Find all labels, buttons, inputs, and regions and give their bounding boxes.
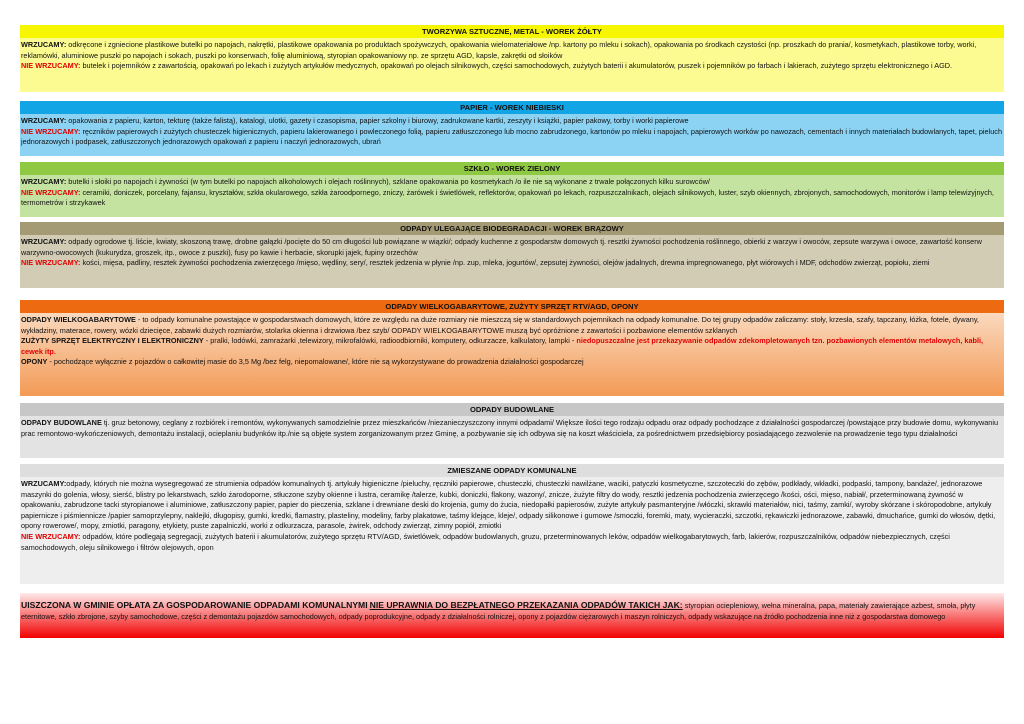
section-construction: [20, 403, 1004, 458]
tyres-label: OPONY: [21, 357, 48, 367]
tyres-text: - pochodzące wyłącznie z pojazdów o całkowitej masie do 3,5 Mg /bez felg, niepomalowane/, które nie są wykorzystywane do prowadzenia działalności gospodarczej: [47, 357, 584, 367]
section-title: SZKŁO - WOREK ZIELONY: [20, 162, 1004, 175]
wrzucamy-label: WRZUCAMY:: [21, 116, 67, 125]
section-title: ODPADY ULEGAJĄCE BIODEGRADACJI - WOREK BRĄZOWY: [20, 222, 1004, 235]
nie-wrzucamy-text: ręczników papierowych i zużytych chusteczek higienicznych, papieru lakierowanego i powleczonego folią, papieru zatłuszczonego lub mocno zabrudzonego, kartonów po mleku i napojach, papierowych worków po nawozach, cementach i innych materiałach budowlanych, tapet, pieluch jednorazowych i podpasek, zatłuszczonych jednorazowych opakowań z papieru i naczyń jednorazowych, ubrań: [21, 126, 1003, 147]
nie-wrzucamy-text: odpadów, które podlegają segregacji, zużytych baterii i akumulatorów, zużytego sprzętu RTV/AGD, świetlówek, odpadów budowlanych, gruzu, przeterminowanych leków, odpadów wielkogabarytowych, farb, lakierów, rozpuszczalników, odpadów niebezpiecznych, części samochodowych, oleju silnikowego i filtrów olejowych, opon: [21, 531, 950, 552]
wrzucamy-text: odpady, których nie można wysegregować ze strumienia odpadów komunalnych tj. artykuły higieniczne /pieluchy, ręczniki papierowe, chusteczki, chusteczki nawilżane, waciki, patyczki kosmetyczne, szczoteczki do zębów, podkłady, wkładki, podpaski, tampony, bandaże/, jednorazowe maszynki do golenia, włosy, sierść, blistry po lekarstwach, szkło żarodoporne, stłuczone szyby okienne i lustra, ceramikę /talerze, kubki, doniczki, flakony, wazony/, znicze, żużyte filtry do wody, resztki jedzenia pochodzenia zwierzęcego /kości, ości, mięso, nabiał/, przeterminowaną żywność w opakowaniu, zabrudzone tacki styropianowe i aluminiowe, zatłuszczony papier, papier do pieczenia, szklane i drewniane deski do krojenia, gumy do żucia, niedopałki papierosów, zużyte artykuły pasmanteryjne /włóczki, skrawki materiałów, nici, taśmy, zamki/, wyroby skórzane i skóropodobne, artykuły papiernicze i piśmiennicze /papier samoprzylepny, naklejki, długopisy, gumki, kredki, flamastry, plasteliny, modeliny, farby plakatowe, taśmy klejące, kleje/, odpady silikonowe i gumowe /smoczki, foremki, maty, wycieraczki, szczotki, rękawiczki jednorazowe, zabawki, dmuchańce, gumki do włosów, dętki, opony rowerowe/, mopy, zmiotki, paragony, etykiety, puste zapalniczki, worki z odkurzacza, parasole, żwirek, odchody zwierząt, zimny popiół, zmiotki: [21, 479, 996, 531]
bulky-label: ODPADY WIELKOGABARYTOWE: [21, 315, 136, 324]
construction-label: ODPADY BUDOWLANE: [21, 418, 102, 427]
section-mixed: [20, 464, 1004, 584]
electronics-warning: niedopuszczalne jest przekazywanie odpadów zdekompletowanych tzn. pozbawionych elementów metalowych, kabli, cewek itp.: [21, 336, 984, 356]
section-title: TWORZYWA SZTUCZNE, METAL - WOREK ŻÓŁTY: [20, 25, 1004, 38]
section-body: [20, 235, 1004, 271]
nie-wrzucamy-label: NIE WRZUCAMY:: [21, 187, 81, 197]
section-glass: [20, 162, 1004, 217]
wrzucamy-label: WRZUCAMY:: [21, 479, 67, 488]
nie-wrzucamy-label: NIE WRZUCAMY:: [21, 531, 81, 541]
bulky-text: - to odpady komunalne powstające w gospodarstwach domowych, które ze względu na duże rozmiary nie mieszczą się w standardowych pojemnikach na odpady komunalne. Do tej grupy odpadów zaliczamy: stoły, krzesła, szafy, tapczany, łóżka, fotele, dywany, wykładziny, materace, rowery, wózki dziecięce, zabawki dużych rozmiarów, stolarka okienna i drzwiowa /bez szyb/ ODPADY WIELKOGABARYTOWE muszą być opróżnione z zawartości i pozbawione elementów szklanych: [21, 315, 979, 335]
section-body: [20, 477, 1004, 555]
section-plastic-metal: [20, 25, 1004, 92]
nie-wrzucamy-label: NIE WRZUCAMY:: [21, 126, 81, 136]
section-title: ODPADY BUDOWLANE: [20, 403, 1004, 416]
nie-wrzucamy-text: kości, mięsa, padliny, resztek żywności pochodzenia zwierzęcego /mięso, wędliny, sery/, resztek jedzenia w płynie /np. zup, mleka, jogurtów/, zepsutej żywności, olejów jadalnych, drewna impregnowanego, płyt wiórowych i MDF, odchodów zwierząt, popiołu, ziemi: [80, 258, 930, 268]
section-bulky-rtv-tyres: [20, 300, 1004, 396]
nie-wrzucamy-text: butelek i pojemników z zawartością, opakowań po lekach i zużytych artykułów medycznych, opakowań po olejach silnikowych, części samochodowych, zużytych baterii i akumulatorów, puszek i pojemników po farbach i lakierach, zużytego sprzętu elektronicznego i AGD.: [80, 61, 953, 71]
wrzucamy-label: WRZUCAMY:: [21, 177, 67, 186]
section-body: [20, 38, 1004, 74]
section-bio: [20, 222, 1004, 288]
fee-notice-underlined: NIE UPRAWNIA DO BEZPŁATNEGO PRZEKAZANIA ODPADÓW TAKICH JAK:: [369, 600, 683, 610]
nie-wrzucamy-label: NIE WRZUCAMY:: [21, 258, 81, 268]
section-title: ODPADY WIELKOGABARYTOWE, ZUŻYTY SPRZĘT RTV/AGD, OPONY: [20, 300, 1004, 313]
electronics-label: ZUŻYTY SPRZĘT ELEKTRYCZNY I ELEKTRONICZNY: [21, 336, 204, 346]
wrzucamy-label: WRZUCAMY:: [21, 40, 67, 49]
section-title: PAPIER - WOREK NIEBIESKI: [20, 101, 1004, 114]
electronics-text: - pralki, lodówki, zamrażarki ,telewizory, mikrofalówki, radioodbiorniki, komputery, odkurzacze, kalkulatory, lampki -: [203, 336, 575, 346]
section-paper: [20, 101, 1004, 156]
wrzucamy-label: WRZUCAMY:: [21, 237, 67, 246]
section-body: [20, 416, 1004, 441]
wrzucamy-text: butelki i słoiki po napojach i żywności (w tym butelki po napojach alkoholowych i olejach roślinnych), szklane opakowania po kosmetykach /o ile nie są wykonane z trwale połączonych kilku surowców/: [66, 177, 710, 186]
wrzucamy-text: odkręcone i zgniecione plastikowe butelki po napojach, nakrętki, plastikowe opakowania po produktach spożywczych, opakowania wielomateriałowe /np. kartony po mleku i sokach), opakowania po środkach czystości (np. proszkach do prania/, kosmetykach, plastikowe torby, worki, reklamówki, aluminiowe puszki po napojach i sokach, puszki po konserwach, folię aluminiową, styropian opakowaniowy np. ze sprzętu AGD, kapsle, zakrętki od słoików: [21, 40, 977, 60]
section-title: ZMIESZANE ODPADY KOMUNALNE: [20, 464, 1004, 477]
construction-text: tj. gruz betonowy, ceglany z rozbiórek i remontów, wykonywanych samodzielnie przez mieszkańców /niezanieczyszczony innymi odpadami/ Większe ilości tego rodzaju odpadu oraz odpady pochodzące z działalności gospodarczej /powstające przy budowie domu, wykonywaniu prac remontowo-wykończeniowych, demontażu instalacji, ocieplaniu budynków itp./nie są objęte system zorganizowanym przez Gminę, a pozbywanie się ich odbywa się na koszt właściciela, za pośrednictwem przedsiębiorcy posiadającego zezwolenie na prowadzenie tego typu działalności: [21, 418, 999, 438]
nie-wrzucamy-text: ceramiki, doniczek, porcelany, fajansu, kryształów, szkła okularowego, szkła żaroodpornego, zniczy, żarówek i świetlówek, reflektorów, opakowań po lekach, rozpuszczalnikach, olejach silnikowych, luster, szyb okiennych, zbrojonych, samochodowych, monitorów i lamp telewizyjnych, termometrów i strzykawek: [21, 187, 994, 208]
fee-notice-title: UISZCZONA W GMINIE OPŁATA ZA GOSPODAROWANIE ODPADAMI KOMUNALNYMI: [21, 600, 368, 610]
fee-notice-body: [20, 593, 1004, 624]
fee-notice: [20, 593, 1004, 638]
nie-wrzucamy-label: NIE WRZUCAMY:: [21, 61, 81, 71]
wrzucamy-text: opakowania z papieru, karton, tekturę (także falistą), katalogi, ulotki, gazety i czasopisma, papier szkolny i biurowy, zadrukowane kartki, zeszyty i książki, papier pakowy, torby i worki papierowe: [66, 116, 689, 125]
wrzucamy-text: odpady ogrodowe tj. liście, kwiaty, skoszoną trawę, drobne gałązki /pocięte do 50 cm długości lub powiązane w wiązki/; odpady kuchenne z gospodarstw domowych tj. resztki żywności pochodzenia roślinnego, obierki z warzyw i owoców, zepsute warzywa i owoce, zawartość konserw warzywno-owocowych (kukurydza, groszek, itp., owoce z puszki), fusy po kawie i herbacie, skorupki jajek, fupiny orzechów: [21, 237, 982, 257]
fee-notice-text: styropian ociepleniowy, wełna mineralna, papa, materiały zawierające azbest, smoła, płyty eternitowe, szkło zbrojone, szyby samochodowe, części z demontażu pojazdów samochodowych, odpady poprodukcyjne, odpady z działalności rolniczej, opony z pojazdów ciężarowych i maszyn rolniczych, odpady wskazujące na źródło pochodzenia inne niż z gospodarstwa domowego: [21, 601, 976, 621]
section-body: [20, 114, 1004, 150]
section-body: [20, 175, 1004, 211]
section-body: [20, 313, 1004, 370]
